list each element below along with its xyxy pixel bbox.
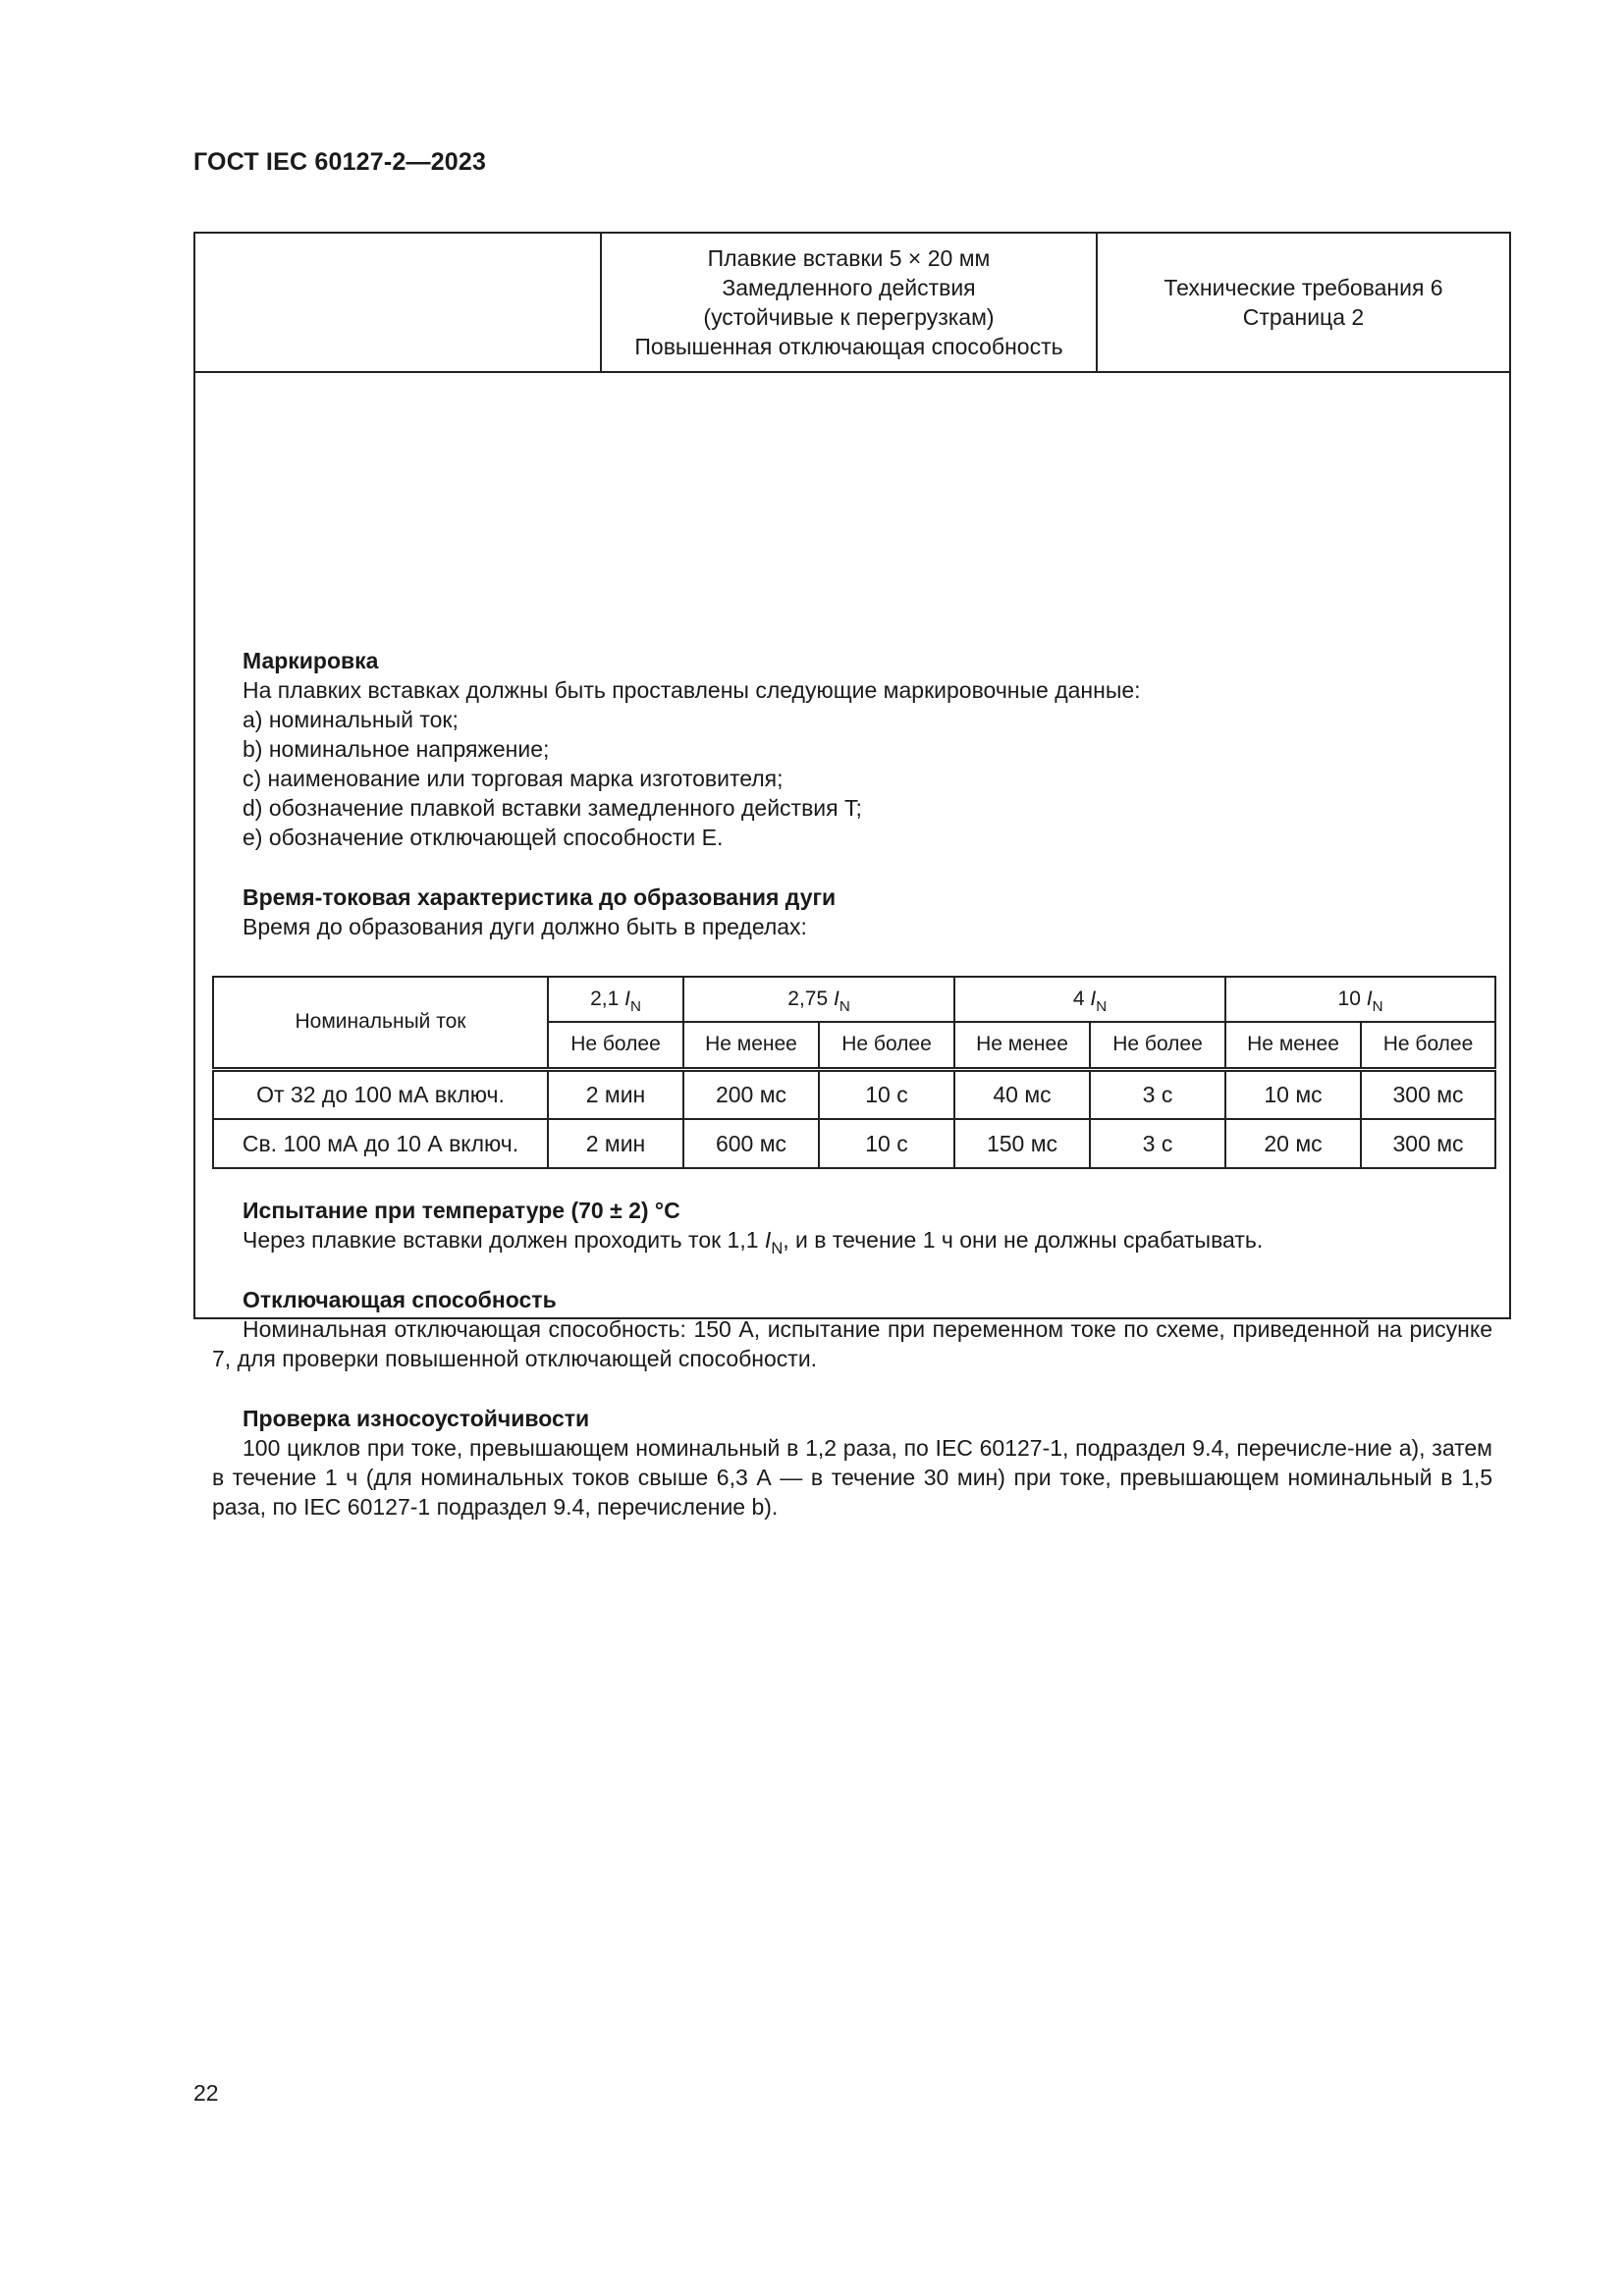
- row-label: От 32 до 100 мА включ.: [213, 1069, 548, 1119]
- table-cell: 3 с: [1090, 1069, 1225, 1119]
- row-label: Св. 100 мА до 10 А включ.: [213, 1119, 548, 1168]
- endurance-title: Проверка износоустойчивости: [243, 1406, 590, 1431]
- subheader-cell: Не менее: [954, 1022, 1090, 1069]
- current-symbol: I: [1090, 988, 1097, 1010]
- table-cell: 20 мс: [1225, 1119, 1361, 1168]
- current-subscript: N: [629, 998, 641, 1015]
- document-code: ГОСТ IEC 60127-2—2023: [193, 148, 487, 176]
- header-fuse-line-2: Замедленного действия: [722, 275, 976, 300]
- header-empty-cell: [195, 234, 602, 371]
- subheader-cell: Не более: [1361, 1022, 1495, 1069]
- marking-item-a: a) номинальный ток;: [243, 707, 459, 732]
- sheet-header: [195, 234, 1509, 373]
- time-current-title: Время-токовая характеристика до образования дуги: [243, 884, 837, 910]
- table-cell: 150 мс: [954, 1119, 1090, 1168]
- table-cell: 2 мин: [548, 1119, 683, 1168]
- marking-intro: На плавких вставках должны быть проставлены следующие маркировочные данные:: [243, 677, 1141, 703]
- header-fuse-line-1: Плавкие вставки 5 × 20 мм: [707, 245, 991, 271]
- header-fuse-line-3: (устойчивые к перегрузкам): [703, 304, 995, 330]
- group-factor: 2,1: [590, 988, 620, 1010]
- current-symbol: I: [764, 1227, 772, 1253]
- marking-item-c: c) наименование или торговая марка изготовителя;: [243, 766, 784, 791]
- time-current-table: [212, 976, 1496, 1169]
- temperature-test-title: Испытание при температуре (70 ± 2) °С: [243, 1198, 680, 1223]
- subheader-cell: Не более: [819, 1022, 954, 1069]
- subheader-cell: Не более: [548, 1022, 683, 1069]
- group-header-2-1: [548, 977, 683, 1022]
- temperature-test-text: [243, 1225, 1263, 1257]
- group-factor: 10: [1337, 988, 1361, 1010]
- current-subscript: N: [839, 998, 850, 1015]
- breaking-capacity-title: Отключающая способность: [243, 1287, 557, 1312]
- rated-current-header: Номинальный ток: [213, 977, 548, 1069]
- group-header-2-75: [683, 977, 954, 1022]
- marking-item-d: d) обозначение плавкой вставки замедленного действия T;: [243, 795, 862, 821]
- header-fuse-line-4: Повышенная отключающая способность: [634, 334, 1063, 359]
- subheader-cell: Не более: [1090, 1022, 1225, 1069]
- breaking-capacity-text: Номинальная отключающая способность: 150 А, испытание при переменном токе по схеме, приведенной на рисунке 7, для проверки повышенной отключающей способности.: [212, 1316, 1492, 1371]
- endurance-text: 100 циклов при токе, превышающем номинальный в 1,2 раза, по IEC 60127-1, подраздел 9.4, перечисле-ние а), затем в течение 1 ч (для номинальных токов свыше 6,3 А — в течение 30 мин) при токе, превышающем номинальный в 1,5 раза, по IEC 60127-1 подраздел 9.4, перечисление b).: [212, 1435, 1492, 1520]
- header-sheet-line-2: Страница 2: [1242, 304, 1365, 330]
- table-cell: 10 с: [819, 1119, 954, 1168]
- current-symbol: I: [1366, 988, 1373, 1010]
- header-sheet-ref-cell: [1098, 234, 1509, 371]
- table-cell: 3 с: [1090, 1119, 1225, 1168]
- header-sheet-line-1: Технические требования 6: [1164, 275, 1443, 300]
- current-subscript: N: [1096, 998, 1108, 1015]
- current-subscript: N: [1372, 998, 1383, 1015]
- marking-item-e: e) обозначение отключающей способности E.: [243, 825, 724, 850]
- header-fuse-type-cell: [602, 234, 1098, 371]
- marking-item-b: b) номинальное напряжение;: [243, 736, 550, 762]
- table-cell: 10 мс: [1225, 1069, 1361, 1119]
- table-cell: 300 мс: [1361, 1119, 1495, 1168]
- temperature-text-before: Через плавкие вставки должен проходить ток 1,1: [243, 1227, 765, 1253]
- time-current-intro: Время до образования дуги должно быть в пределах:: [243, 914, 807, 939]
- marking-title: Маркировка: [243, 648, 379, 673]
- group-factor: 4: [1072, 988, 1085, 1010]
- table-row: [213, 1069, 1495, 1119]
- current-symbol: I: [833, 988, 839, 1010]
- group-header-4: [954, 977, 1225, 1022]
- subheader-cell: Не менее: [1225, 1022, 1361, 1069]
- current-subscript: N: [771, 1239, 784, 1257]
- table-cell: 10 с: [819, 1069, 954, 1119]
- spec-sheet-frame: [193, 232, 1511, 1520]
- subheader-cell: Не менее: [683, 1022, 819, 1069]
- temperature-text-after: , и в течение 1 ч они не должны срабатывать.: [783, 1227, 1264, 1253]
- page-number: 22: [193, 2080, 219, 2106]
- table-cell: 40 мс: [954, 1069, 1090, 1119]
- table-cell: 600 мс: [683, 1119, 819, 1168]
- group-factor: 2,75: [787, 988, 829, 1010]
- table-cell: 2 мин: [548, 1069, 683, 1119]
- group-header-10: [1225, 977, 1495, 1022]
- current-symbol: I: [624, 988, 630, 1010]
- table-row: [213, 1119, 1495, 1168]
- table-cell: 300 мс: [1361, 1069, 1495, 1119]
- table-cell: 200 мс: [683, 1069, 819, 1119]
